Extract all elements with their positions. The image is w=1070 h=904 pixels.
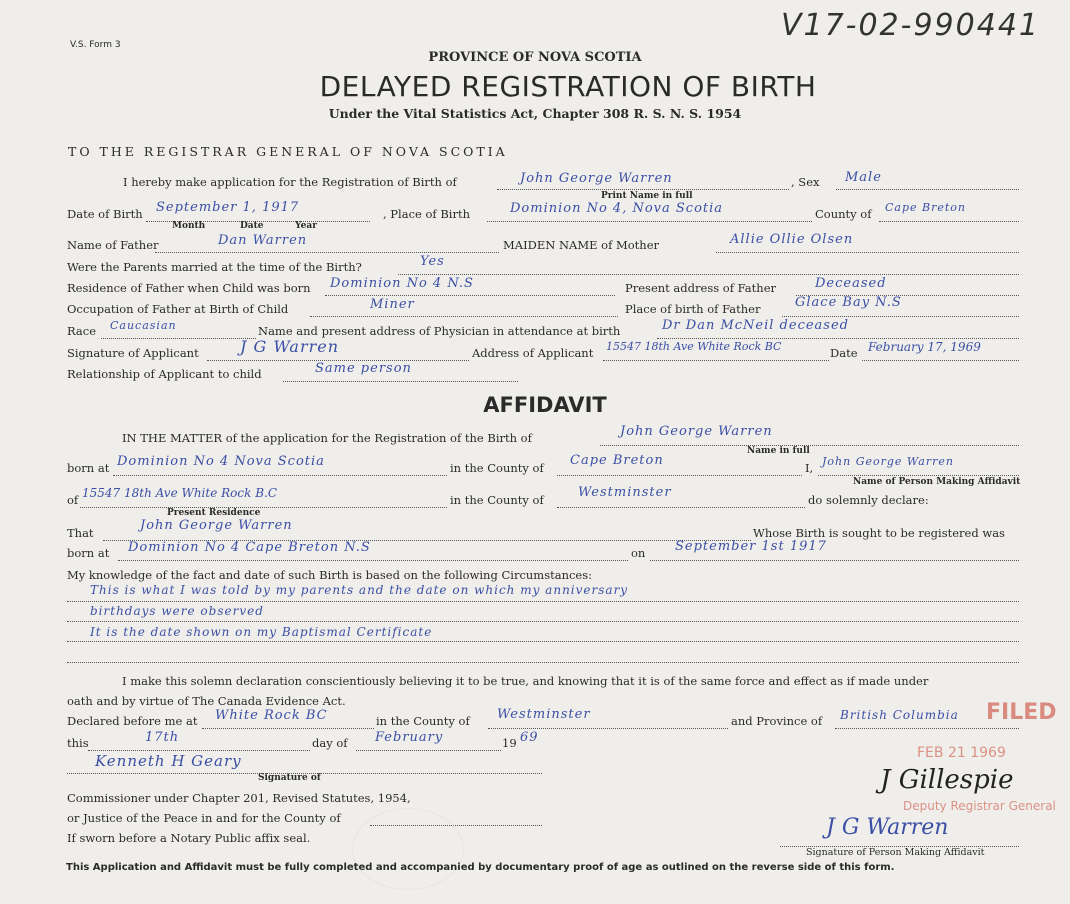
serial-number: V17-02-990441 bbox=[780, 8, 1040, 43]
notary-line: If sworn before a Notary Public affix seal. bbox=[67, 831, 311, 845]
sig-label: Signature of Applicant bbox=[67, 346, 199, 360]
relationship-label: Relationship of Applicant to child bbox=[67, 367, 262, 381]
form-number: V.S. Form 3 bbox=[70, 40, 121, 50]
father-birthplace-label: Place of birth of Father bbox=[625, 302, 761, 316]
applicant-signature: J G Warren bbox=[240, 337, 340, 356]
declaration-line-2: oath and by virtue of The Canada Evidence Act. bbox=[67, 694, 346, 708]
date-label: Date bbox=[830, 346, 858, 360]
i-label: I, bbox=[805, 461, 814, 475]
deputy-registrar-stamp: Deputy Registrar General bbox=[903, 799, 1056, 813]
name-in-full-note: Name in full bbox=[747, 446, 810, 456]
day-value: 17th bbox=[145, 730, 180, 745]
footer-note: This Application and Affidavit must be fully completed and accompanied by documentary proof of age as outlined on the reverse side of this form. bbox=[66, 862, 895, 873]
declared-at-value: White Rock BC bbox=[215, 708, 328, 723]
commissioner-signature: Kenneth H Geary bbox=[95, 752, 242, 770]
born-at2-label: born at bbox=[67, 546, 110, 560]
county3-value: Westminster bbox=[497, 707, 591, 722]
mother-value: Allie Ollie Olsen bbox=[730, 232, 854, 247]
print-name-note: Print Name in full bbox=[601, 191, 693, 201]
intro-label: I hereby make application for the Registration of Birth of bbox=[123, 175, 457, 189]
present-addr-label: Present address of Father bbox=[625, 281, 776, 295]
province-value: British Columbia bbox=[840, 708, 959, 722]
addressee: TO THE REGISTRAR GENERAL OF NOVA SCOTIA bbox=[68, 144, 508, 159]
this-label: this bbox=[67, 736, 89, 750]
date-value: February 17, 1969 bbox=[868, 340, 981, 354]
month-value: February bbox=[375, 730, 444, 745]
in-county-value: Cape Breton bbox=[570, 453, 664, 468]
page-title: DELAYED REGISTRATION OF BIRTH bbox=[319, 70, 817, 103]
race-label: Race bbox=[67, 324, 97, 338]
affidavit-heading: AFFIDAVIT bbox=[483, 393, 607, 417]
physician-label: Name and present address of Physician in attendance at birth bbox=[258, 324, 621, 338]
present-residence-note: Present Residence bbox=[167, 508, 261, 518]
page-subtitle: Under the Vital Statistics Act, Chapter 308 R. S. N. S. 1954 bbox=[328, 106, 742, 121]
married-label: Were the Parents married at the time of the Birth? bbox=[67, 260, 362, 274]
father-value: Dan Warren bbox=[218, 233, 308, 248]
year-prefix: 19 bbox=[502, 736, 517, 750]
physician-value: Dr Dan McNeil deceased bbox=[662, 318, 849, 333]
sex-value: Male bbox=[845, 170, 882, 185]
child-name: John George Warren bbox=[520, 171, 673, 186]
person-affidavit-note: Name of Person Making Affidavit bbox=[853, 477, 1021, 487]
day-of-label: day of bbox=[312, 736, 348, 750]
matter-label: IN THE MATTER of the application for the Registration of the Birth of bbox=[122, 431, 532, 445]
occupation-label: Occupation of Father at Birth of Child bbox=[67, 302, 289, 316]
relationship-value: Same person bbox=[315, 361, 412, 376]
embossed-seal bbox=[352, 808, 464, 890]
year-value: 69 bbox=[520, 730, 539, 745]
applicant-addr-label: Address of Applicant bbox=[472, 346, 594, 360]
dob-label: Date of Birth bbox=[67, 207, 143, 221]
father-label: Name of Father bbox=[67, 238, 159, 252]
res-father-label: Residence of Father when Child was born bbox=[67, 281, 311, 295]
married-value: Yes bbox=[420, 254, 445, 269]
i-name: John George Warren bbox=[822, 455, 954, 468]
county-label: County of bbox=[815, 207, 872, 221]
signature-of-label: Signature of bbox=[258, 773, 321, 783]
in-county-label: in the County of bbox=[450, 461, 544, 475]
applicant-addr-value: 15547 18th Ave White Rock BC bbox=[606, 340, 782, 353]
affiant-signature: J G Warren bbox=[826, 815, 949, 840]
mother-label: MAIDEN NAME of Mother bbox=[503, 238, 660, 252]
province-label: and Province of bbox=[731, 714, 823, 728]
pob-value: Dominion No 4, Nova Scotia bbox=[510, 201, 724, 216]
date-sub-label: Date bbox=[240, 221, 264, 231]
on-label: on bbox=[631, 546, 646, 560]
father-birthplace-value: Glace Bay N.S bbox=[795, 295, 902, 310]
sex-label: , Sex bbox=[791, 175, 820, 189]
commissioner-line: Commissioner under Chapter 201, Revised Statutes, 1954, bbox=[67, 791, 411, 805]
month-label: Month bbox=[172, 221, 206, 231]
county-value: Cape Breton bbox=[885, 201, 967, 214]
pob-label: , Place of Birth bbox=[383, 207, 470, 221]
filed-stamp: FILED bbox=[986, 700, 1057, 725]
circumstance-1: This is what I was told by my parents and the date on which my anniversary bbox=[90, 583, 629, 597]
solemnly-declare: do solemnly declare: bbox=[808, 493, 929, 507]
dob-value: September 1, 1917 bbox=[156, 200, 300, 215]
county3-label: in the County of bbox=[376, 714, 470, 728]
whose-birth-label: Whose Birth is sought to be registered was bbox=[753, 526, 1005, 540]
that-label: That bbox=[67, 526, 94, 540]
occupation-value: Miner bbox=[370, 297, 415, 312]
declared-label: Declared before me at bbox=[67, 714, 198, 728]
circumstance-3: It is the date shown on my Baptismal Certificate bbox=[90, 625, 433, 639]
year-label: Year bbox=[295, 221, 317, 231]
res-father-value: Dominion No 4 N.S bbox=[330, 276, 474, 291]
knowledge-label: My knowledge of the fact and date of such Birth is based on the following Circumstances: bbox=[67, 568, 593, 582]
province-heading: PROVINCE OF NOVA SCOTIA bbox=[428, 50, 642, 65]
of-label: of bbox=[67, 493, 79, 507]
in-county2-label: in the County of bbox=[450, 493, 544, 507]
race-value: Caucasian bbox=[110, 319, 177, 332]
born-at-label: born at bbox=[67, 461, 110, 475]
that-name: John George Warren bbox=[140, 518, 293, 533]
registrar-signature: J Gillespie bbox=[880, 765, 1014, 795]
matter-name: John George Warren bbox=[620, 424, 773, 439]
born-at-value: Dominion No 4 Nova Scotia bbox=[117, 454, 325, 469]
declaration-line-1: I make this solemn declaration conscientiously believing it to be true, and knowing that it is of the same force and effect as if made under bbox=[122, 674, 929, 688]
in-county2-value: Westminster bbox=[578, 485, 672, 500]
circumstance-2: birthdays were observed bbox=[90, 604, 264, 618]
justice-line: or Justice of the Peace in and for the County of bbox=[67, 811, 341, 825]
of-value: 15547 18th Ave White Rock B.C bbox=[82, 486, 278, 500]
affiant-signature-label: Signature of Person Making Affidavit bbox=[806, 847, 985, 858]
on-date: September 1st 1917 bbox=[675, 539, 827, 554]
filed-date-stamp: FEB 21 1969 bbox=[917, 745, 1006, 761]
present-addr-value: Deceased bbox=[815, 276, 887, 291]
born-at2-value: Dominion No 4 Cape Breton N.S bbox=[128, 540, 371, 555]
